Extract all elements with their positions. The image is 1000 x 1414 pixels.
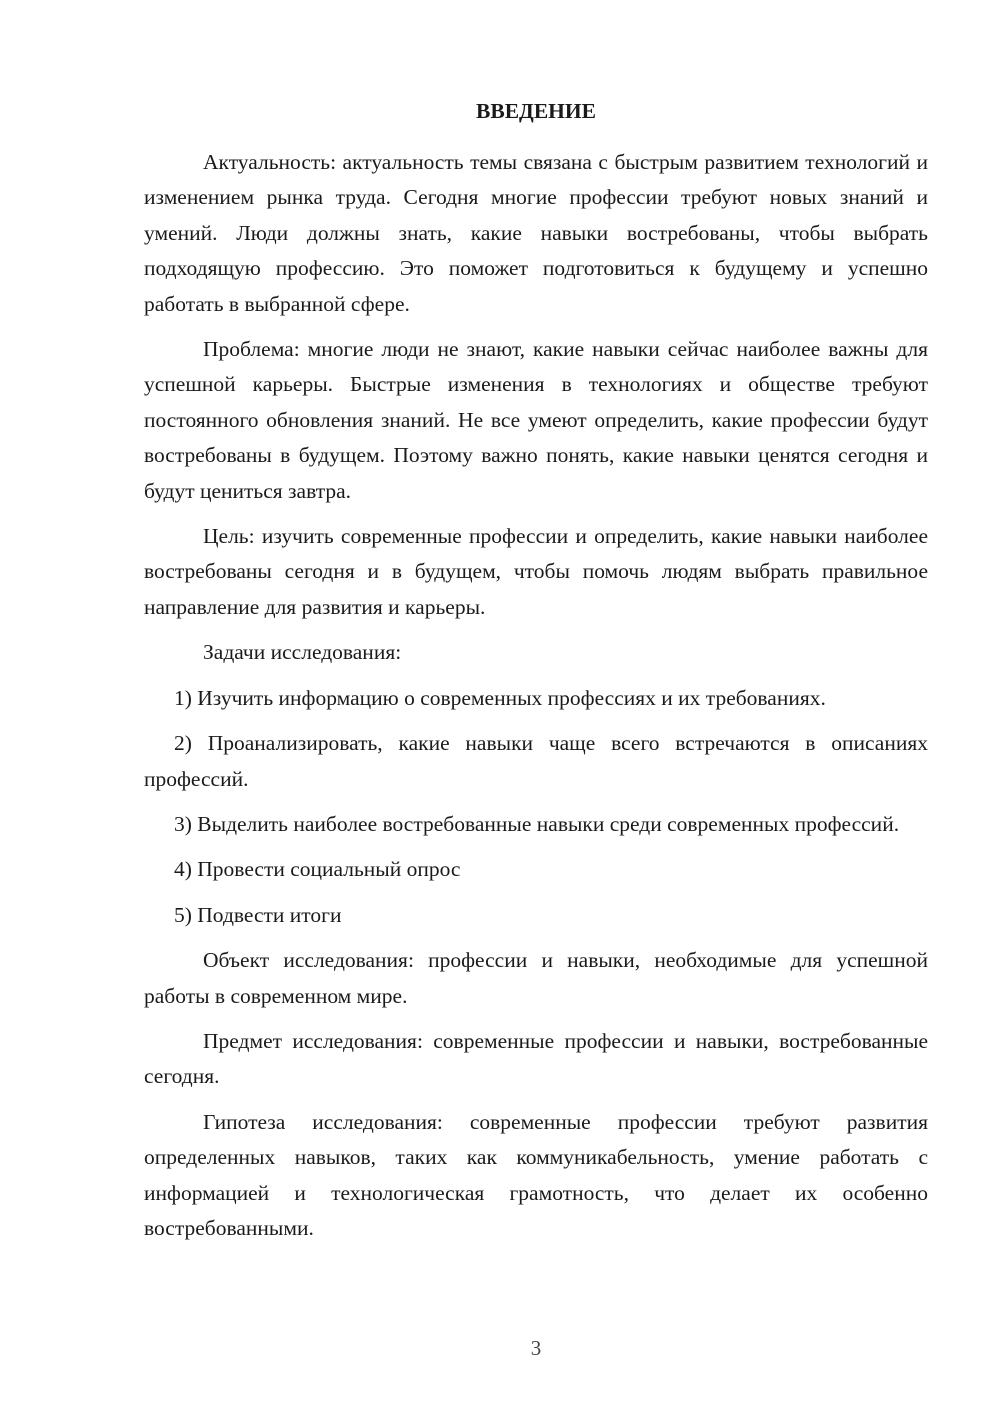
task-item-1: 1) Изучить информацию о современных профессиях и их требованиях.	[174, 685, 826, 710]
task-item-2: 2) Проанализировать, какие навыки чаще всего встречаются в описаниях профессий.	[144, 731, 928, 791]
task-item-3: 3) Выделить наиболее востребованные навыки среди современных профессий.	[174, 811, 900, 836]
task-item-4: 4) Провести социальный опрос	[174, 857, 461, 882]
task-item-5: 5) Подвести итоги	[174, 902, 342, 927]
document-page	[144, 95, 928, 1256]
page-title: ВВЕДЕНИЕ	[476, 99, 596, 123]
page-number: 3	[530, 1336, 542, 1360]
paragraph-goal: Цель: изучить современные профессии и определить, какие навыки наиболее востребованы сегодня и в будущем, чтобы помочь людям выбрать правильное направление для развития и карьеры.	[144, 524, 928, 619]
paragraph-subject: Предмет исследования: современные профессии и навыки, востребованные сегодня.	[144, 1028, 928, 1089]
paragraph-relevance: Актуальность: актуальность темы связана с быстрым развитием технологий и изменением рынка труда. Сегодня многие профессии требуют новых знаний и умений. Люди должны знать, какие навыки востребованы, чтобы выбрать подходящую профессию. Это поможет подготовиться к будущему и успешно работать в выбранной сфере.	[144, 150, 928, 316]
tasks-heading: Задачи исследования:	[203, 640, 402, 665]
paragraph-problem: Проблема: многие люди не знают, какие навыки сейчас наиболее важны для успешной карьеры. Быстрые изменения в технологиях и обществе требуют постоянного обновления знаний. Не все умеют определить, какие профессии будут востребованы в будущем. Поэтому важно понять, какие навыки ценятся сегодня и будут цениться завтра.	[144, 337, 928, 503]
paragraph-object: Объект исследования: профессии и навыки, необходимые для успешной работы в современном мире.	[144, 948, 928, 1008]
paragraph-hypothesis: Гипотеза исследования: современные профессии требуют развития определенных навыков, таких как коммуникабельность, умение работать с информацией и технологическая грамотность, что делает их особенно востребованными.	[144, 1109, 928, 1240]
